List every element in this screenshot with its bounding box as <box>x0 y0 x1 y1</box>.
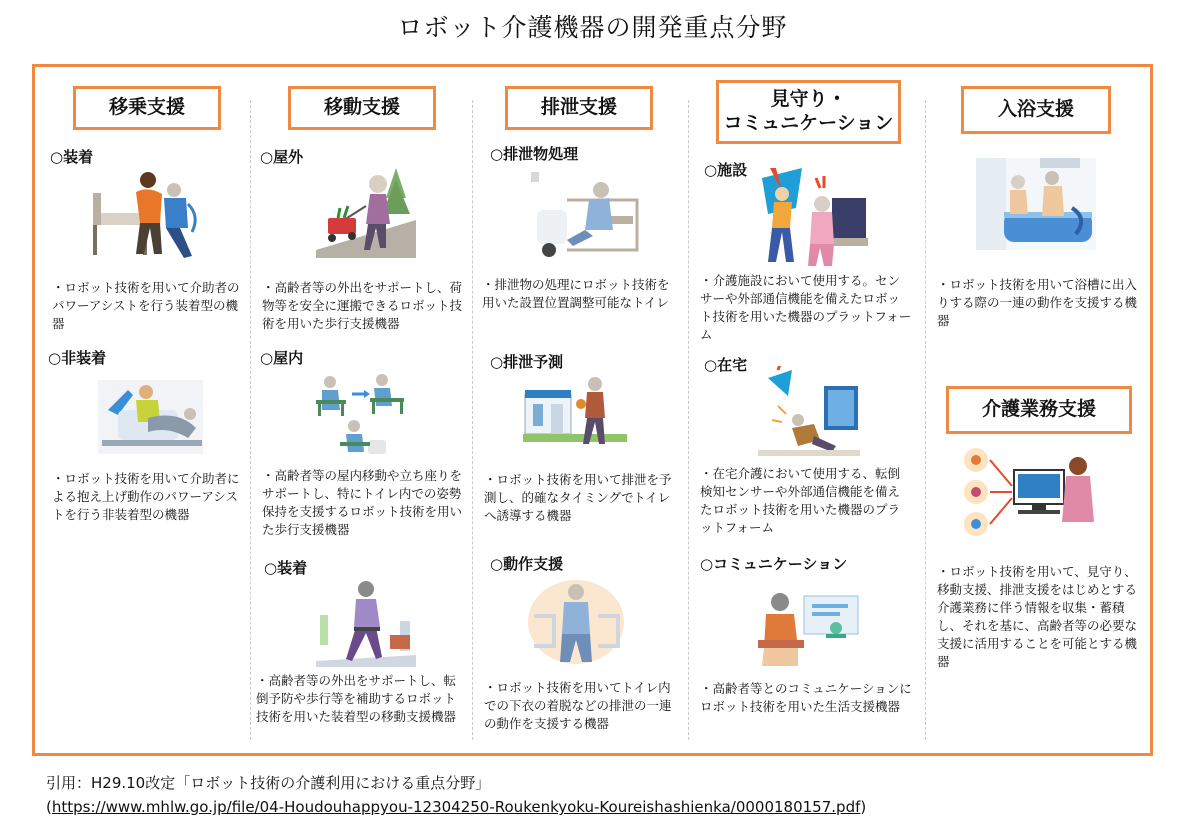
bathing-assist-illustration <box>976 158 1096 250</box>
subcategory-description: ・ロボット技術を用いて浴槽に出入りする際の一連の動作を支援する機器 <box>937 277 1138 328</box>
subcategory-description: ・高齢者等の外出をサポートし、転倒予防や歩行等を補助するロボット技術を用いた装着型の移動支援機器 <box>256 673 457 724</box>
category-transfer-support: 移乗支援 <box>73 86 221 130</box>
subcategory-description: ・排泄物の処理にロボット技術を用いた設置位置調整可能なトイレ <box>482 277 670 310</box>
column-divider <box>472 100 473 740</box>
care-work-data-illustration <box>960 446 1096 546</box>
subcategory-description: ・ロボット技術を用いて介助者による抱え上げ動作のパワーアシストを行う非装着型の機器 <box>52 471 240 522</box>
category-care-work-support: 介護業務支援 <box>946 386 1132 434</box>
subcategory-description: ・ロボット技術を用いてトイレ内での下衣の着脱などの排泄の一連の動作を支援する機器 <box>484 680 672 731</box>
subcategory-heading: ○コミュニケーション <box>700 555 848 573</box>
home-fall-detection-illustration <box>758 366 860 458</box>
citation-link[interactable]: https://www.mhlw.go.jp/file/04-Houdouhappyou-12304250-Roukenkyoku-Koureishashienka/0000180157.pdf <box>51 798 861 816</box>
subcategory-description: ・ロボット技術を用いて、見守り、移動支援、排泄支援をはじめとする介護業務に伴う情報を収集・蓄積し、それを基に、高齢者等の必要な支援に活用することを可能とする機器 <box>937 564 1138 669</box>
non-wearable-lift-illustration <box>88 370 213 462</box>
citation-text: 引用：H29.10改定「ロボット技術の介護利用における重点分野」 <box>46 774 491 792</box>
caregiver-lifting-illustration <box>88 168 208 266</box>
citation <box>46 771 866 819</box>
category-excretion-support: 排泄支援 <box>505 86 653 130</box>
toilet-motion-support-illustration <box>524 576 628 668</box>
subcategory-description: ・高齢者等とのコミュニケーションにロボット技術を用いた生活支援機器 <box>700 681 912 714</box>
toilet-assist-illustration <box>527 170 645 262</box>
citation-url-line <box>46 795 866 819</box>
subcategory-heading: ○屋外 <box>260 148 304 166</box>
subcategory-heading: ○動作支援 <box>490 555 564 573</box>
column-divider <box>688 100 689 740</box>
column-divider <box>925 100 926 740</box>
close-paren: ) <box>860 798 867 816</box>
column-divider <box>250 100 251 740</box>
communication-robot-illustration <box>758 582 860 668</box>
subcategory-heading: ○装着 <box>50 148 94 166</box>
wearable-walking-illustration <box>316 575 416 667</box>
facility-monitoring-illustration <box>762 168 868 268</box>
subcategory-description: ・在宅介護において使用する、転倒検知センサーや外部通信機能を備えたロボット技術を用いた機器のプラットフォーム <box>700 466 901 535</box>
category-bathing-support: 入浴支援 <box>961 86 1111 134</box>
subcategory-heading: ○屋内 <box>260 349 304 367</box>
outdoor-walking-cart-illustration <box>316 158 416 258</box>
subcategory-description: ・介護施設において使用する。センサーや外部通信機能を備えたロボット技術を用いた機器のプラットフォーム <box>700 273 912 342</box>
category-mobility-support: 移動支援 <box>288 86 436 130</box>
page-title: ロボット介護機器の開発重点分野 <box>397 13 788 42</box>
subcategory-description: ・ロボット技術を用いて排泄を予測し、的確なタイミングでトイレへ誘導する機器 <box>484 472 672 523</box>
toilet-prediction-illustration <box>523 374 627 454</box>
subcategory-description: ・高齢者等の外出をサポートし、荷物等を安全に運搬できるロボット技術を用いた歩行支援機器 <box>262 280 463 331</box>
category-monitoring-communication: 見守り・ コミュニケーション <box>716 80 901 144</box>
subcategory-description: ・高齢者等の屋内移動や立ち座りをサポートし、特にトイレ内での姿勢保持を支援するロボット技術を用いた歩行支援機器 <box>262 468 463 537</box>
subcategory-heading: ○排泄予測 <box>490 353 564 371</box>
subcategory-heading: ○装着 <box>264 559 308 577</box>
subcategory-heading: ○非装着 <box>48 349 107 367</box>
indoor-walker-illustration <box>312 370 416 462</box>
open-paren: ( <box>46 798 52 816</box>
subcategory-heading: ○施設 <box>704 161 748 179</box>
subcategory-heading: ○排泄物処理 <box>490 145 579 163</box>
subcategory-description: ・ロボット技術を用いて介助者のパワーアシストを行う装着型の機器 <box>52 280 240 331</box>
subcategory-heading: ○在宅 <box>704 356 748 374</box>
